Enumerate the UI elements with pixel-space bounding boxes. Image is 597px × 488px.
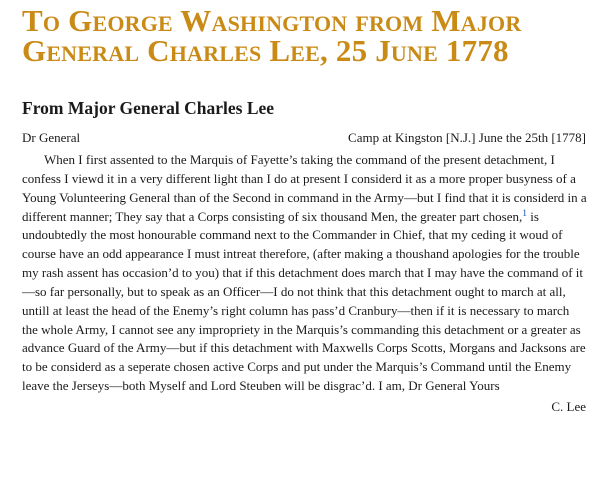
- document-subtitle: From Major General Charles Lee: [22, 98, 275, 118]
- document-title: To George Washington from Major General Charles Lee, 25 June 1778: [22, 3, 522, 68]
- letter-body-part-2: is undoubtedly the most honourable command next to the Commander in Chief, that my ceding it woud of course have an odd appearance I must intreat therefore, (after making a thoushand apologies for the trouble my rash assent has occasion’d to you) that if this detachment does march that I may have the command of it—so far personally, but to speak as an Officer—I do not think that this detachment ought to march at all, untill at least the head of the Enemy’s right column has pass’d Cranbury—then if it is necessary to march the whole Army, I cannot see any impropriety in the Marquis’s commanding this detachment or a greater as advance Guard of the Army—but if this detachment with Maxwells Corps Scotts, Morgans and Jacksons are to be considerd as a seperate chosen active Corps and put under the Marquis’s Command until the Enemy leave the Jerseys—both Myself and Lord Steuben will be disgrac’d. I am, Dr General Yours: [22, 208, 586, 394]
- letter-body: [22, 151, 588, 396]
- footnote-link[interactable]: 1: [522, 208, 528, 219]
- salutation: Dr General: [22, 130, 81, 145]
- letter-body-part-1: When I first assented to the Marquis of Fayette’s taking the command of the present detachment, I confess I viewd it in a very different light than I do at present I considerd it as a more proper busyness of a Young Volunteering General than of the Second in command in the Army—but I find that it is considerd in a different manner; They say that a Corps consisting of six thousand Men, the greater part chosen,: [22, 152, 587, 224]
- letter-header: [22, 129, 588, 147]
- signature: C. Lee: [551, 398, 586, 414]
- document-page: [22, 3, 588, 416]
- dateline: Camp at Kingston [N.J.] June the 25th [1778]: [348, 130, 586, 145]
